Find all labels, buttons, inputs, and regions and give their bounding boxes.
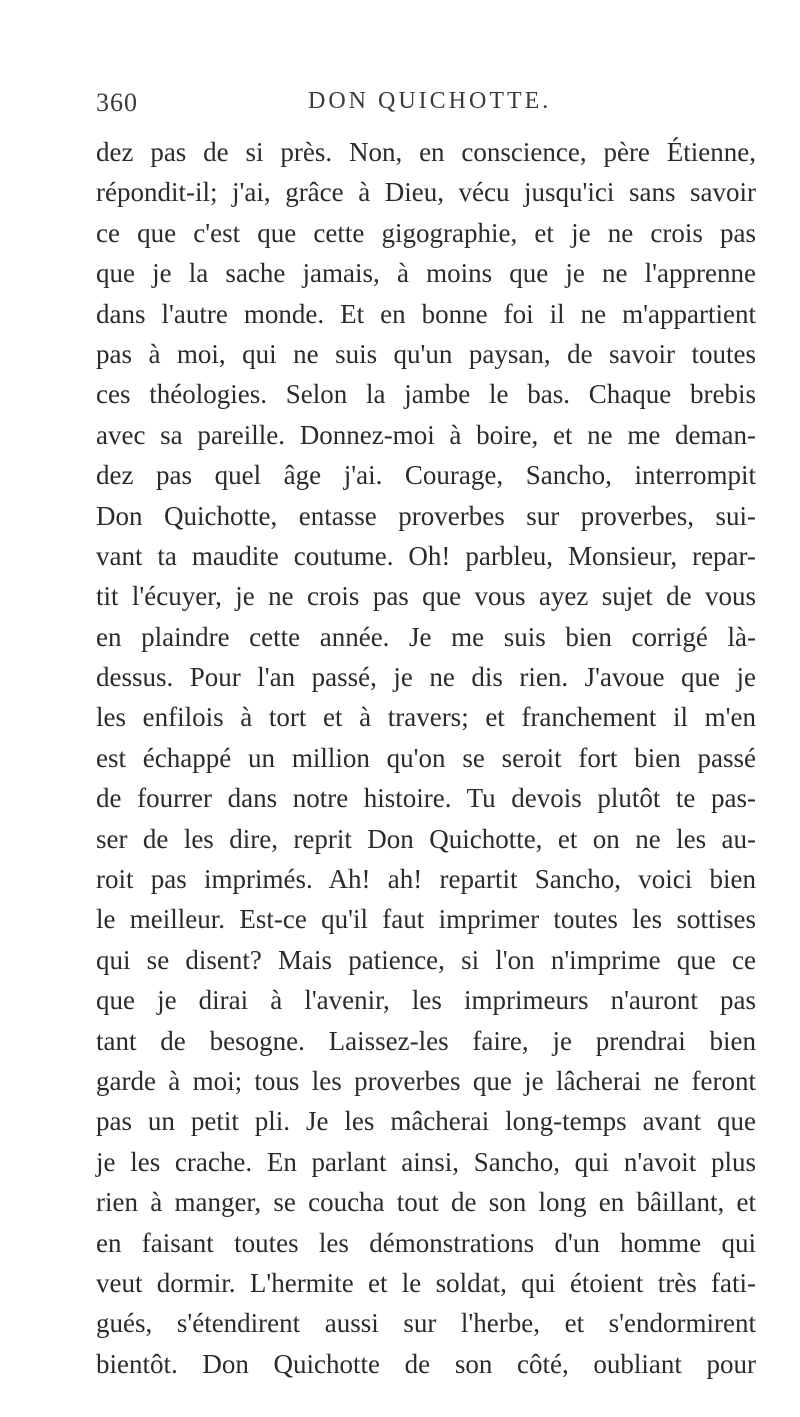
text-line: les enfilois à tort et à travers; et franchement il m'en: [96, 702, 756, 733]
text-line: ce que c'est que cette gigographie, et je ne crois pas: [96, 217, 756, 248]
text-line: qui se disent? Mais patience, si l'on n'imprime que ce: [96, 944, 756, 975]
text-line: dans l'autre monde. Et en bonne foi il ne m'appartient: [96, 298, 756, 329]
text-line: vant ta maudite coutume. Oh! parbleu, Monsieur, repar-: [96, 540, 756, 571]
text-line: de fourrer dans notre histoire. Tu devois plutôt te pas-: [96, 783, 756, 814]
text-line: tant de besogne. Laissez-les faire, je prendrai bien: [96, 1025, 756, 1056]
text-line: dessus. Pour l'an passé, je ne dis rien. J'avoue que je: [96, 662, 756, 693]
text-line: dez pas de si près. Non, en conscience, père Étienne,: [96, 137, 756, 167]
text-line: pas un petit pli. Je les mâcherai long-temps avant que: [96, 1106, 756, 1137]
text-line: en plaindre cette année. Je me suis bien corrigé là-: [96, 621, 756, 652]
page-header: [96, 88, 736, 128]
text-line: que je la sache jamais, à moins que je ne l'apprenne: [96, 258, 756, 289]
body-text: [96, 132, 756, 1384]
running-title: DON QUICHOTTE.: [308, 88, 552, 114]
text-line: gués, s'étendirent aussi sur l'herbe, et s'endormirent: [96, 1308, 756, 1339]
text-line: tit l'écuyer, je ne crois pas que vous ayez sujet de vous: [96, 581, 756, 612]
text-line: pas à moi, qui ne suis qu'un paysan, de savoir toutes: [96, 338, 756, 369]
text-line: ser de les dire, reprit Don Quichotte, et on ne les au-: [96, 823, 756, 854]
text-line: rien à manger, se coucha tout de son long en bâillant, et: [96, 1187, 756, 1218]
text-line: roit pas imprimés. Ah! ah! repartit Sancho, voici bien: [96, 864, 756, 895]
text-line: veut dormir. L'hermite et le soldat, qui étoient très fati-: [96, 1267, 756, 1298]
text-line: garde à moi; tous les proverbes que je lâcherai ne feront: [96, 1065, 756, 1096]
text-line: le meilleur. Est-ce qu'il faut imprimer toutes les sottises: [96, 904, 756, 935]
text-line: dez pas quel âge j'ai. Courage, Sancho, interrompit: [96, 460, 756, 491]
text-line: Don Quichotte, entasse proverbes sur proverbes, sui-: [96, 500, 756, 531]
text-line: que je dirai à l'avenir, les imprimeurs n'auront pas: [96, 985, 756, 1016]
text-line: avec sa pareille. Donnez-moi à boire, et ne me deman-: [96, 419, 756, 450]
text-line: est échappé un million qu'on se seroit fort bien passé: [96, 742, 756, 773]
text-line: bientôt. Don Quichotte de son côté, oubliant pour: [96, 1348, 756, 1379]
text-line: je les crache. En parlant ainsi, Sancho, qui n'avoit plus: [96, 1146, 756, 1177]
page-number: 360: [96, 88, 138, 117]
text-line: ces théologies. Selon la jambe le bas. Chaque brebis: [96, 379, 756, 410]
text-line: en faisant toutes les démonstrations d'un homme qui: [96, 1227, 756, 1258]
text-line: répondit-il; j'ai, grâce à Dieu, vécu jusqu'ici sans savoir: [96, 177, 756, 208]
